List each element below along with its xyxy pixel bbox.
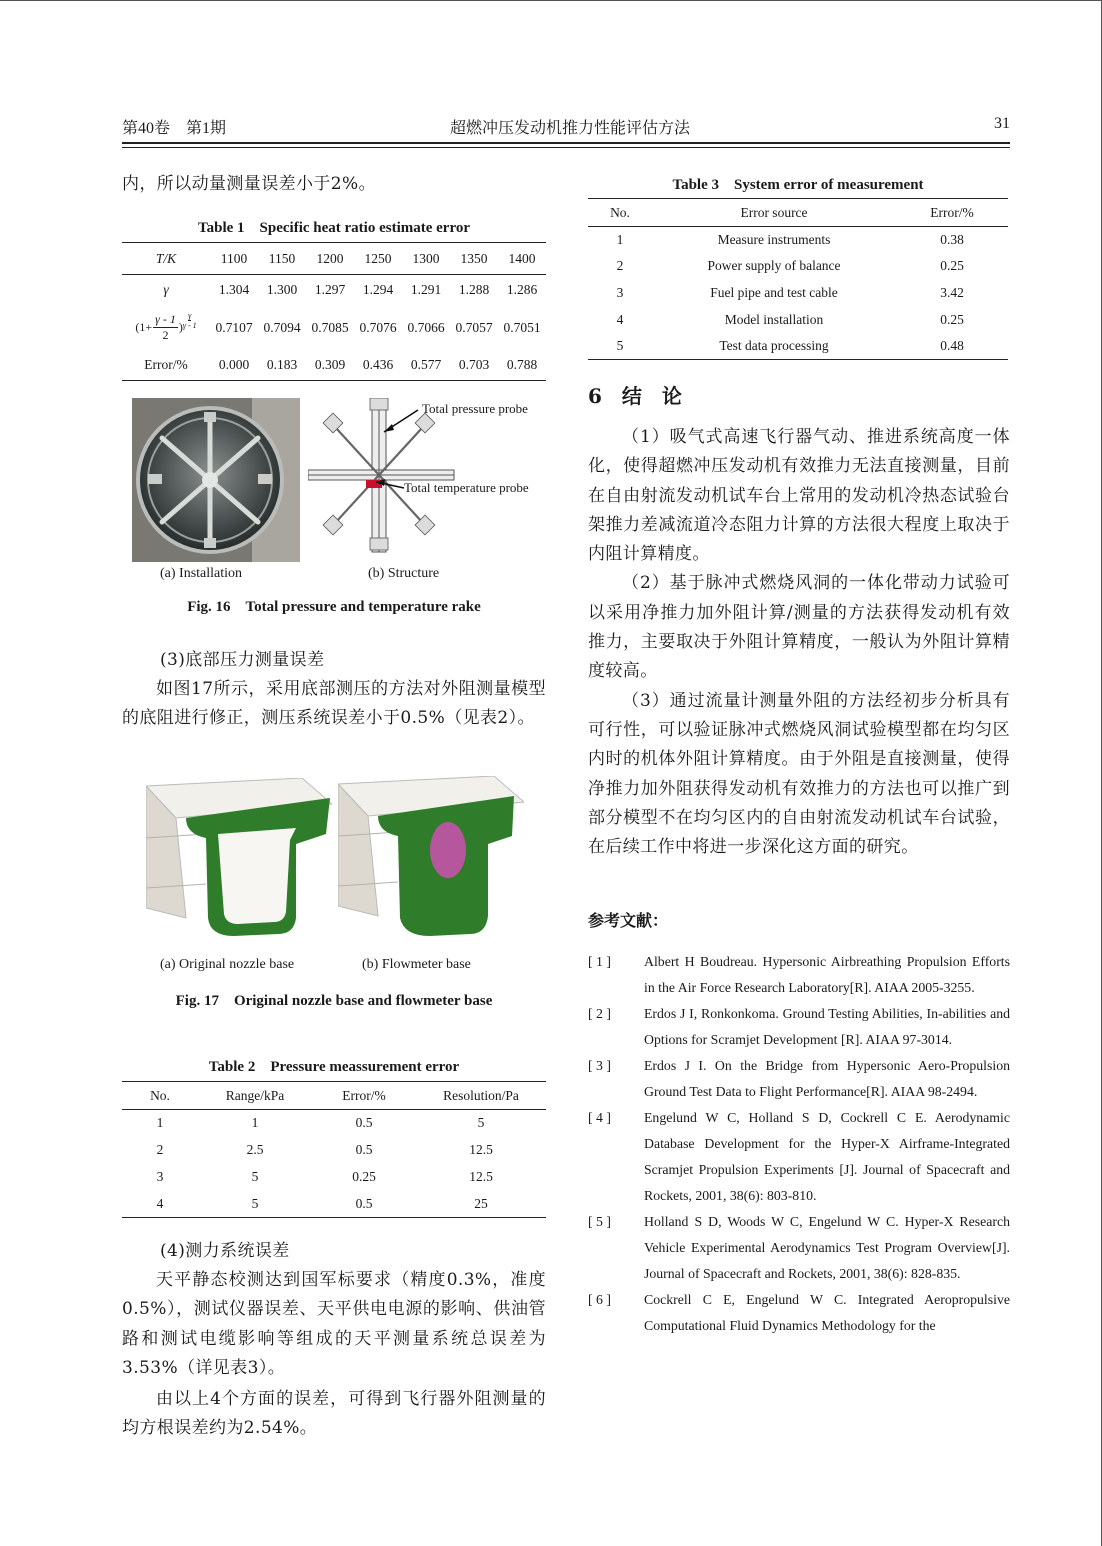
section3-title: (3)底部压力测量误差 xyxy=(160,650,325,670)
table2-cell: 12.5 xyxy=(469,1169,493,1184)
reference-item xyxy=(588,949,1010,1001)
table1-cell: 1.294 xyxy=(362,281,394,297)
reference-text: Albert H Boudreau. Hypersonic Airbreathing Propulsion Efforts in the Air Force Research Laboratory[R]. AIAA 2005-3255. xyxy=(644,954,1010,995)
section4-title: (4)测力系统误差 xyxy=(160,1241,290,1261)
reference-text: Holland S D, Woods W C, Engelund W C. Hyper-X Research Vehicle Experimental Aerodynamics Test Program Overview[J]. Journal of Spacecraft and Rockets, 2001, 38(6): 828-835. xyxy=(644,1214,1010,1281)
table3-cell: Test data processing xyxy=(719,337,829,353)
table2 xyxy=(122,1081,546,1218)
table3-cell: 0.48 xyxy=(940,337,964,353)
reference-number: [ 1 ] xyxy=(588,954,611,969)
page-number: 31 xyxy=(994,115,1010,132)
section3-paragraph: 如图17所示，采用底部测压的方法对外阻测量模型的底阻进行修正，测压系统误差小于0.5%（见表2）。 xyxy=(122,679,546,729)
reference-item xyxy=(588,1105,1010,1209)
expr-numerator: γ - 1 xyxy=(155,312,176,326)
table3-row xyxy=(588,306,1008,333)
table2-cell: 3 xyxy=(156,1169,164,1184)
fig16-caption: Fig. 16 Total pressure and temperature rake xyxy=(187,599,481,615)
table1-cell: 1.291 xyxy=(410,281,442,297)
table1-row-temperature xyxy=(122,243,546,275)
table1-cell: 0.000 xyxy=(218,357,250,373)
table1-label-gamma: γ xyxy=(163,281,169,297)
conclusions xyxy=(588,423,1010,862)
table1-cell: 1.297 xyxy=(314,281,346,297)
table1-row-gamma xyxy=(122,275,546,305)
table2-header: No. xyxy=(150,1087,170,1103)
table3-cell: 3 xyxy=(616,284,624,300)
table1-cell: 1150 xyxy=(268,250,296,266)
expr-open: (1+ xyxy=(135,320,153,334)
expr-denominator: 2 xyxy=(162,328,169,342)
reference-item xyxy=(588,1001,1010,1053)
fig16-sub-b: (b) Structure xyxy=(368,566,440,581)
fig16-label-temperature-probe: Total temperature probe xyxy=(404,480,529,495)
table1-cell: 0.309 xyxy=(314,357,346,373)
table2-cell: 5 xyxy=(251,1169,259,1184)
table2-row xyxy=(122,1164,546,1191)
table1-cell: 0.7057 xyxy=(455,319,493,335)
table1-cell: 1350 xyxy=(460,250,488,266)
table3-cell: 0.25 xyxy=(940,311,964,327)
header-rule xyxy=(122,142,1010,144)
table3-cell: 0.38 xyxy=(940,232,964,248)
table1-cell: 0.7076 xyxy=(359,319,397,335)
table1 xyxy=(122,242,546,381)
table3-cell: Model installation xyxy=(724,311,824,327)
table1-cell: 0.703 xyxy=(458,357,490,373)
table1-cell: 0.436 xyxy=(362,357,394,373)
reference-number: [ 6 ] xyxy=(588,1292,611,1307)
conclusion-3: （3）通过流量计测量外阻的方法经初步分析具有可行性，可以验证脉冲式燃烧风洞试验模型都在均匀区内时的机体外阻计算精度。由于外阻是直接测量，使得净推力加外阻获得发动机有效推力的方法也可以推广到部分模型不在均匀区内的自由射流发动机试车台试验，在后续工作中将进一步深化这方面的研究。 xyxy=(588,690,1010,858)
table1-cell: 1200 xyxy=(316,250,344,266)
table2-cell: 1 xyxy=(156,1115,164,1131)
table2-cell: 5 xyxy=(251,1195,259,1211)
reference-number: [ 2 ] xyxy=(588,1006,611,1021)
table2-cell: 0.25 xyxy=(352,1169,376,1184)
table3-cell: 2 xyxy=(616,258,624,274)
fig16-label-pressure-probe: Total pressure probe xyxy=(422,401,528,416)
table1-row-error xyxy=(122,351,546,381)
table1-cell: 1.286 xyxy=(506,281,538,297)
reference-number: [ 5 ] xyxy=(588,1214,611,1229)
table2-header-row xyxy=(122,1082,546,1110)
table1-cell: 1300 xyxy=(412,250,440,266)
conclusion-1: （1）吸气式高速飞行器气动、推进系统高度一体化，使得超燃冲压发动机有效推力无法直接测量，目前在自由射流发动机试车台上常用的发动机冷热态试验台架推力差减流道冷态阻力计算的方法很大程度上取决于内阻计算精度。 xyxy=(588,427,1010,565)
table3 xyxy=(588,198,1008,360)
table2-header: Error/% xyxy=(342,1087,386,1103)
table2-row xyxy=(122,1191,546,1218)
table2-cell: 5 xyxy=(477,1115,485,1131)
table1-cell: 0.183 xyxy=(266,357,298,373)
table1-label-t: T/K xyxy=(155,250,177,266)
table2-cell: 0.5 xyxy=(355,1142,373,1157)
reference-item xyxy=(588,1053,1010,1105)
table3-header-row xyxy=(588,199,1008,227)
table1-cell: 1100 xyxy=(220,250,248,266)
table1-label-expression xyxy=(122,305,210,351)
conclusion-2: （2）基于脉冲式燃烧风洞的一体化带动力试验可以采用净推力加外阻计算/测量的方法获得发动机有效推力，主要取决于外阻计算精度，一般认为外阻计算精度较高。 xyxy=(588,573,1010,682)
table3-cell: 5 xyxy=(616,337,624,353)
table3-row xyxy=(588,333,1008,360)
table3-header: Error/% xyxy=(930,204,974,220)
fig17-sub-a: (a) Original nozzle base xyxy=(160,957,295,972)
table3-header: Error source xyxy=(740,204,808,220)
fig16-installation-photo xyxy=(132,398,300,562)
table3-cell: Fuel pipe and test cable xyxy=(710,284,838,300)
section4-paragraph-2: 由以上4个方面的误差，可得到飞行器外阻测量的均方根误差约为2.54%。 xyxy=(122,1389,546,1439)
expr-exp-numerator: γ xyxy=(188,311,192,320)
table1-cell: 1250 xyxy=(364,250,392,266)
table3-row xyxy=(588,253,1008,280)
reference-item xyxy=(588,1209,1010,1287)
reference-text: Cockrell C E, Engelund W C. Integrated Aeropropulsive Computational Fluid Dynamics Methodology for the xyxy=(644,1292,1010,1333)
table2-cell: 4 xyxy=(156,1195,164,1211)
section4-paragraph-1: 天平静态校测达到国军标要求（精度0.3%，准度0.5%），测试仪器误差、天平供电电源的影响、供油管路和测试电缆影响等组成的天平测量系统总误差为3.53%（详见表3）。 xyxy=(122,1270,546,1378)
reference-text: Engelund W C, Holland S D, Cockrell C E. Aerodynamic Database Development for the Hyper-X Airframe-Integrated Scramjet Propulsion Experiments [J]. Journal of Spacecraft and Rockets, 2001, 38(6): 803-810. xyxy=(644,1110,1010,1203)
table2-cell: 2 xyxy=(156,1142,164,1157)
table3-row xyxy=(588,227,1008,254)
expr-close: ) xyxy=(178,320,183,334)
table1-caption: Table 1 Specific heat ratio estimate error xyxy=(197,220,470,236)
table2-cell: 0.5 xyxy=(355,1115,373,1131)
fig17-caption: Fig. 17 Original nozzle base and flowmeter base xyxy=(175,993,493,1009)
expr-exp-denominator: γ - 1 xyxy=(182,321,197,330)
fig17-original-nozzle-base xyxy=(146,778,332,938)
table1-cell: 0.7085 xyxy=(311,319,349,335)
table1-cell: 0.577 xyxy=(410,357,442,373)
reference-number: [ 4 ] xyxy=(588,1110,611,1125)
table1-cell: 0.7094 xyxy=(263,319,301,335)
table1-cell: 0.788 xyxy=(506,357,538,373)
table1-cell: 1.300 xyxy=(266,281,298,297)
header-rule-thin xyxy=(122,147,1010,148)
table1-cell: 0.7051 xyxy=(503,319,541,335)
table2-header: Resolution/Pa xyxy=(443,1087,519,1103)
paragraph-intro: 内，所以动量测量误差小于2%。 xyxy=(122,174,376,194)
reference-item xyxy=(588,1287,1010,1339)
table1-cell: 1400 xyxy=(508,250,536,266)
table3-cell: Measure instruments xyxy=(717,232,831,248)
page-border-top xyxy=(0,0,1102,1)
table3-caption: Table 3 System error of measurement xyxy=(672,177,924,193)
table1-cell: 0.7107 xyxy=(215,319,253,335)
fig17-flowmeter-base xyxy=(338,776,524,938)
table3-cell: 1 xyxy=(616,232,624,248)
journal-volume: 第40卷 第1期 xyxy=(122,120,227,137)
running-title: 超燃冲压发动机推力性能评估方法 xyxy=(449,120,690,137)
table1-cell: 1.304 xyxy=(218,281,250,297)
table1-cell: 1.288 xyxy=(458,281,490,297)
table3-cell: 3.42 xyxy=(940,284,964,300)
fig17-sub-b: (b) Flowmeter base xyxy=(362,957,471,972)
table3-cell: 0.25 xyxy=(940,258,964,274)
table1-label-error: Error/% xyxy=(144,357,188,373)
table3-cell: Power supply of balance xyxy=(707,258,841,274)
table2-caption: Table 2 Pressure meassurement error xyxy=(208,1059,460,1075)
table2-cell: 12.5 xyxy=(469,1142,493,1157)
reference-list xyxy=(588,949,1010,1339)
table3-row xyxy=(588,280,1008,307)
table2-row xyxy=(122,1137,546,1164)
reference-text: Erdos J I, Ronkonkoma. Ground Testing Abilities, In-abilities and Options for Scramjet Development [R]. AIAA 97-3014. xyxy=(644,1006,1010,1047)
fig16-sub-a: (a) Installation xyxy=(160,566,243,581)
table2-cell: 2.5 xyxy=(246,1142,264,1157)
table2-cell: 1 xyxy=(251,1115,259,1131)
reference-text: Erdos J I. On the Bridge from Hypersonic Aero-Propulsion Ground Test Data to Flight Performance[R]. AIAA 98-2494. xyxy=(644,1058,1010,1099)
table2-header: Range/kPa xyxy=(225,1087,285,1103)
table3-header: No. xyxy=(610,204,630,220)
table1-cell: 0.7066 xyxy=(407,319,445,335)
reference-number: [ 3 ] xyxy=(588,1058,611,1073)
references-title: 参考文献： xyxy=(588,911,669,930)
table2-cell: 25 xyxy=(474,1195,488,1211)
table1-row-expression xyxy=(122,305,546,351)
table3-cell: 4 xyxy=(616,311,624,327)
table2-cell: 0.5 xyxy=(355,1195,373,1211)
section-title-conclusions: 6 结 论 xyxy=(588,384,682,408)
table2-row xyxy=(122,1110,546,1137)
